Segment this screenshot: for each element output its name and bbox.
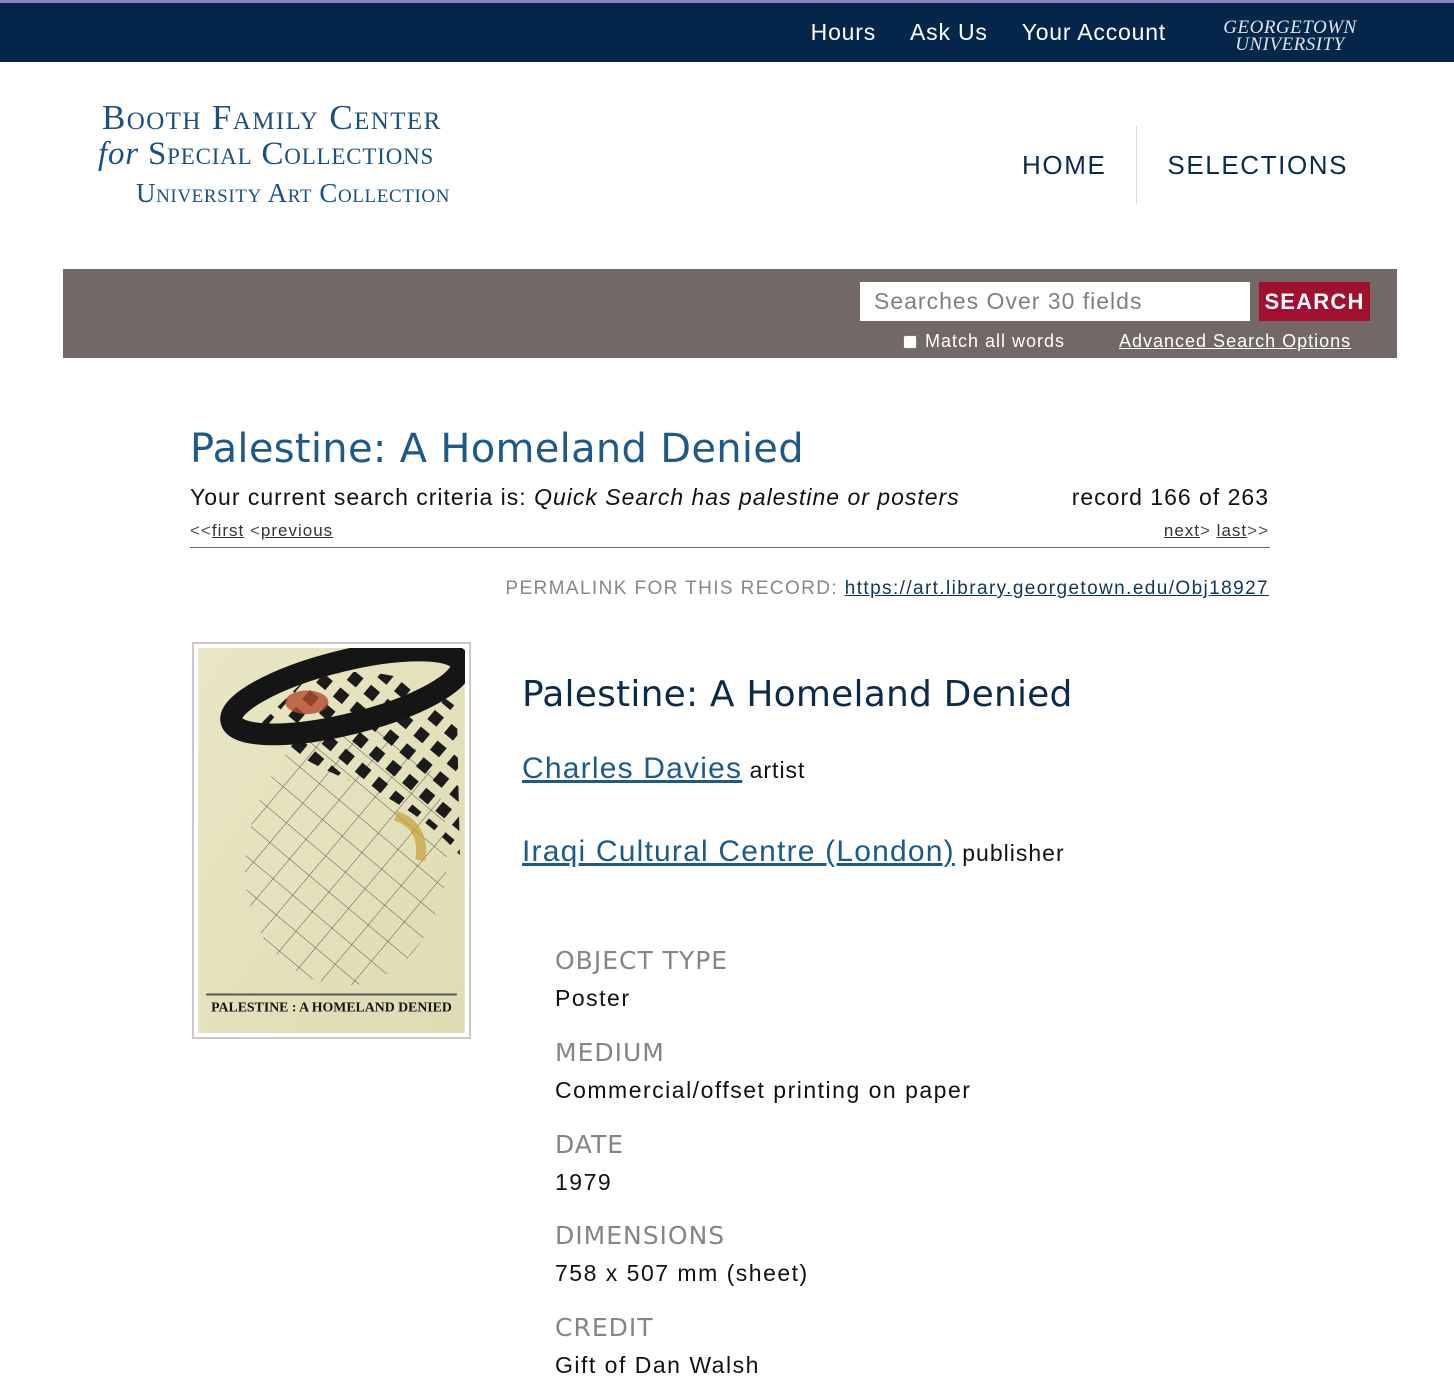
field-value: Poster	[555, 985, 631, 1011]
your-account-link[interactable]: Your Account	[1021, 19, 1166, 45]
artist-link[interactable]: Charles Davies	[522, 752, 743, 785]
publisher-link[interactable]: Iraqi Cultural Centre (London)	[522, 835, 955, 868]
next-link[interactable]: next	[1163, 521, 1201, 540]
search-criteria	[190, 484, 960, 511]
field-label: OBJECT TYPE	[555, 946, 729, 975]
criteria-query: Quick Search has palestine or posters	[534, 484, 960, 510]
last-link[interactable]: last	[1216, 521, 1248, 540]
field-value: Commercial/offset printing on paper	[555, 1077, 972, 1103]
field-label: DIMENSIONS	[555, 1221, 726, 1250]
ask-us-link[interactable]: Ask Us	[910, 19, 988, 45]
poster-caption: PALESTINE : A HOMELAND DENIED	[211, 999, 452, 1015]
home-nav-link[interactable]: HOME	[1022, 149, 1107, 180]
field-credit	[555, 1313, 760, 1379]
search-button[interactable]: SEARCH	[1259, 282, 1370, 321]
previous-link[interactable]: previous	[260, 521, 334, 540]
record-count: record 166 of 263	[1071, 484, 1269, 510]
object-title: Palestine: A Homeland Denied	[522, 674, 1073, 715]
field-value: Gift of Dan Walsh	[555, 1352, 760, 1378]
match-all-checkbox[interactable]	[903, 335, 917, 349]
georgetown-university-logo[interactable]	[1205, 19, 1375, 53]
site-brand-logo[interactable]	[98, 100, 508, 214]
field-value: 758 x 507 mm (sheet)	[555, 1260, 809, 1286]
object-image[interactable]	[192, 642, 471, 1039]
pager-back: <<first <previous	[190, 521, 334, 540]
logo-line1: GEORGETOWN	[1223, 17, 1357, 38]
utility-nav	[811, 19, 1166, 46]
match-all-label: Match all words	[925, 331, 1066, 351]
permalink	[505, 578, 1269, 600]
brand-line2-prefix: for	[98, 136, 139, 172]
poster-image	[198, 648, 465, 1033]
artist-role: artist	[749, 757, 806, 783]
brand-line2	[98, 136, 508, 172]
field-medium	[555, 1038, 971, 1104]
field-date	[555, 1130, 624, 1196]
permalink-label: PERMALINK FOR THIS RECORD:	[505, 578, 839, 599]
search-input[interactable]	[860, 282, 1250, 321]
top-bar	[0, 0, 1454, 62]
field-value: 1979	[555, 1169, 613, 1195]
maker-artist	[522, 752, 805, 786]
field-dimensions	[555, 1221, 809, 1287]
maker-publisher	[522, 835, 1065, 869]
publisher-role: publisher	[962, 840, 1065, 866]
field-label: MEDIUM	[555, 1038, 665, 1067]
advanced-search-link[interactable]: Advanced Search Options	[1119, 331, 1352, 351]
brand-line2-text: Special Collections	[147, 136, 435, 172]
field-label: DATE	[555, 1130, 625, 1159]
field-object-type	[555, 946, 728, 1012]
hours-link[interactable]: Hours	[810, 19, 877, 45]
pager-forward: next> last>>	[1163, 521, 1269, 540]
brand-line3: University Art Collection	[136, 178, 451, 208]
brand-line1: Booth Family Center	[102, 98, 442, 137]
permalink-url[interactable]: https://art.library.georgetown.edu/Obj18927	[844, 578, 1269, 599]
page-title: Palestine: A Homeland Denied	[190, 426, 804, 472]
divider	[190, 547, 1270, 548]
field-label: CREDIT	[555, 1313, 654, 1342]
search-bar	[63, 269, 1397, 358]
logo-line2: UNIVERSITY	[1235, 34, 1345, 55]
match-all-words[interactable]	[903, 331, 1065, 352]
selections-nav-link[interactable]: SELECTIONS	[1167, 149, 1349, 180]
criteria-prefix: Your current search criteria is:	[190, 484, 527, 510]
main-nav	[992, 125, 1378, 205]
first-link[interactable]: first	[211, 521, 245, 540]
